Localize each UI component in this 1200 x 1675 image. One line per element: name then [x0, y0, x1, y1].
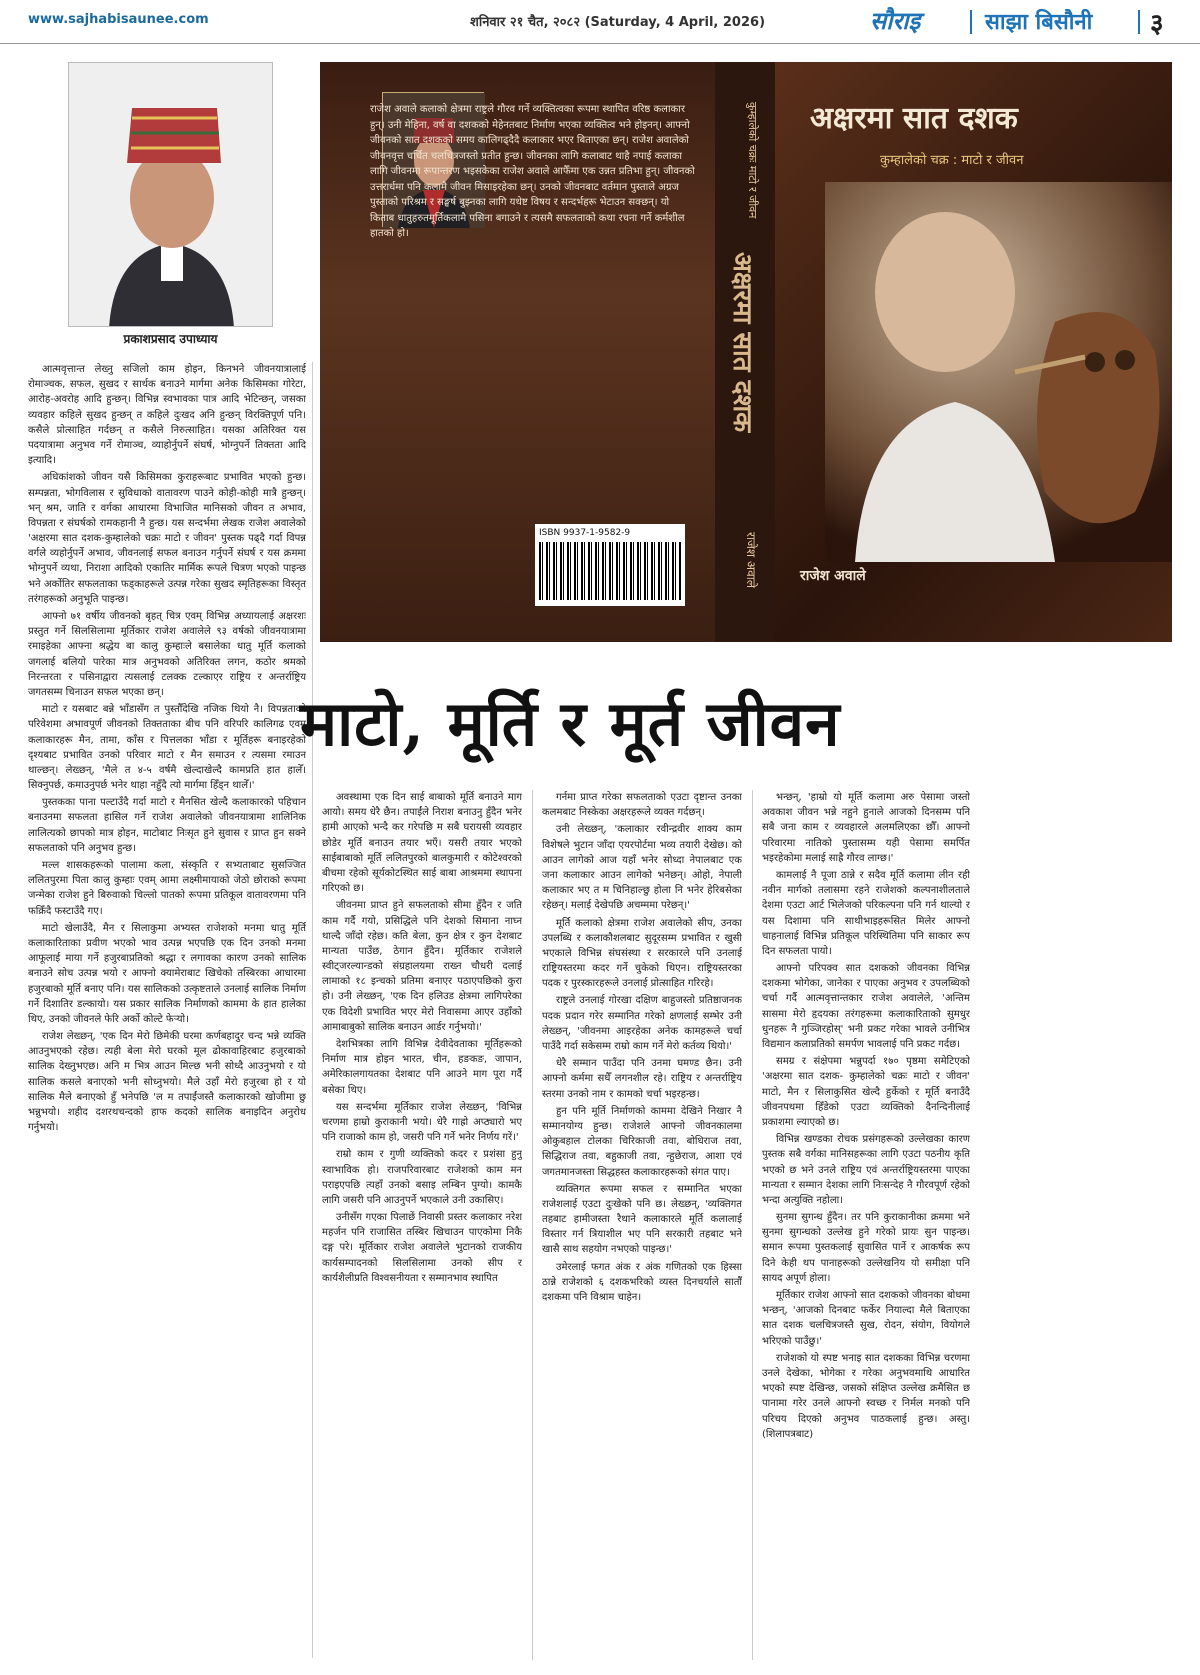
- article-column-2: [542, 790, 742, 1660]
- paragraph: मल्ल शासकहरूको पालामा कला, संस्कृति र सभ्यताबाट सुसज्जित ललितपुरमा पिता कालु कुम्हाः एवम् आमा लक्ष्मीमायाको जेठो छोराको रूपमा जन्मेका राजेश हुने बिरुवाको चिल्लो पातको रूपमा प्रतिकूल वातावरणमा पनि फक्रिँदै फस्टाउँदै गए।: [28, 860, 306, 917]
- paragraph: आत्मवृत्तान्त लेख्नु सजिलो काम होइन, किनभने जीवनयात्रालाई रोमाञ्चक, सफल, सुखद र सार्थक बनाउने मार्गमा अनेक किसिमका गोरेटा, आरोह-अवरोह आदि हुन्छन्। विभिन्न स्वभावका पात्र आदि भेटिन्छन्, जसका व्यवहार कहिले सुखद हुन्छन् त कहिले दुःखद अनि हुन्छन् विरक्तिपूर्ण पनि। कसैले प्रोत्साहित गर्दछन् त कसैले निरुत्साहित। यसका अतिरिक्त यस पदयात्रामा अनुभव गर्ने रोमाञ्च, व्याहोर्नुपर्ने संघर्ष, भोग्नुपर्ने तिक्तता आदि इत्यादि।: [28, 364, 306, 467]
- book-cover-image: [320, 62, 1172, 642]
- front-cover-author: राजेश अवाले: [800, 568, 866, 584]
- isbn-number: ISBN 9937-1-9582-9: [539, 528, 631, 538]
- paragraph: उनीसँग गएका पिलाछें निवासी प्रस्तर कलाकार नरेश महर्जन पनि राजासित तस्बिर खिचाउन पाएकोमा निकै दङ्ग परे। मूर्तिकार राजेश अवालेले भुटानको राजकीय कार्यसम्पादनको सिलसिलामा उनको सीप र कार्यशैलीप्रति विश्वसनीयता र सम्मानभाव स्थापित: [322, 1212, 522, 1284]
- paragraph: समग्र र संक्षेपमा भन्नुपर्दा १७० पृष्ठमा समेटिएको 'अक्षरमा सात दशक- कुम्हालेको चक्रः माटो र जीवन' माटो, मैन र सिलाकुसित खेल्दै हुर्केको र मूर्ति बनाउँदै जीवनपथमा हिँडेको एउटा व्यक्तिको दैनन्दिनीलाई प्रकाशमा ल्याएको छ।: [762, 1056, 970, 1128]
- paragraph: राजेशको यो स्पष्ट भनाइ सात दशकका विभिन्न चरणमा उनले देखेका, भोगेका र गरेका अनुभवमाथि आधारित भएको स्पष्ट देखिन्छ, जसको संक्षिप्त उल्लेख क्रमैसित छ पानामा गरेर उनले आफ्नो स्वच्छ र निर्मल मनको पनि परिचय दिएको अनुभव पाठकलाई हुन्छ। अस्तु। (शिलापत्रबाट): [762, 1352, 970, 1440]
- paragraph: भन्छन्, 'हाम्रो यो मूर्ति कलामा अरु पेसामा जस्तो अवकाश जीवन भन्ने नहुने हुनाले आजको दिनसम्म पनि सबै जना काम र व्यवहारले अलमलिएका छौँ। आफ्नो परिवारमा नातिको पुस्तासम्म यही पेसामा समर्पित भइरहेकोमा मलाई साह्रै गौरव लाग्छ।': [762, 792, 970, 864]
- paragraph: माटो खेलाउँदै, मैन र सिलाकुमा अभ्यस्त राजेशको मनमा धातु मूर्ति कलाकारिताका प्रवीण भएको भाव उत्पन्न भएपछि एक दिन उनको मनमा आफूलाई माया गर्ने हजुरबाप्रतिको श्रद्धा र लगावका कारण उनको सालिक बनाउने सोच उत्पन्न भयो र आफ्नो क्यामेराबाट खिचेको तस्बिरका आधारमा हजुरबाको मूर्ति बनाए पनि। यस सालिकको उत्कृष्टताले उनलाई सालिक निर्माण गर्ने दिशातिर डल्कायो। यस प्रकार सालिक निर्माणको काममा के हात हालेका थिए, उनको जीवनले फेरि अर्को कोल्टे फेर्‍यो।: [28, 922, 306, 1025]
- spine-subtitle: कुम्हालेको चक्रः माटो र जीवन: [746, 102, 759, 219]
- spine-author: राजेश अवाले: [744, 532, 758, 588]
- front-cover-subtitle: कुम्हालेको चक्र : माटो र जीवन: [880, 153, 1024, 168]
- paragraph: हुन पनि मूर्ति निर्माणको काममा देखिने निखार नै सम्मानयोग्य हुन्छ। राजेशले आफ्नो जीवनकालमा ओकुबहाल टोलका चिरिकाजी तवा, बोधिराज तवा, सिद्धिराज तवा, बहुकाजी तवा, न्हुछेराज, आशा एवं जगतमानजस्ता सिद्धहस्त कलाकारहरूको संगत पाए।: [542, 1105, 742, 1178]
- article-headline: माटो, मूर्ति र मूर्त जीवन: [300, 687, 841, 760]
- isbn-barcode: [535, 524, 685, 606]
- paragraph: आफ्नो ७१ वर्षीय जीवनको बृहत् चित्र एवम् विभिन्न अध्यायलाई अक्षरशः प्रस्तुत गर्ने सिलसिलामा मूर्तिकार राजेश अवालेले ९३ वर्षको जीवनयात्रामा रमाइहेका आफ्ना श्रद्धेय बा कालु कुम्हाःले बसालेका धातु मूर्ति कलाको जगलाई बलियो पारेका मात्र अनुभवको अतिरिक्त लगन, कठोर श्रमको निरन्तरता र पसिनाद्वारा त्यसलाई टलक्क टल्काएर राष्ट्रिय र अन्तर्राष्ट्रिय जगतसम्म चिनाउन सफल भएका छन्।: [28, 611, 306, 698]
- column-rule: [312, 362, 313, 1658]
- paragraph: अधिकांशको जीवन यसै किसिमका कुराहरूबाट प्रभावित भएको हुन्छ। सम्पन्नता, भोगविलास र सुविधाको वातावरण पाउने कोही-कोही मात्रै हुन्छन्। भन् श्रम, जाति र वर्गका आधारमा विभाजित मानिसको जीवन त अभाव, विपन्नता र संघर्षको रामकहानी नै हुन्छ। यस सन्दर्भमा लेखक राजेश अवालेको 'अक्षरमा सात दशक-कुम्हालेको चक्रः माटो र जीवन' पुस्तक पढ्दै गर्दा विपन्न वर्गले व्यहोर्नुपर्ने अभाव, जीवनलाई सफल बनाउन गर्नुपर्ने संघर्ष र यस क्रममा भोग्नुपर्ने व्यथा, निराशा आदिको एकातिर मार्मिक रूपले चित्रण भएको पाइन्छ भने अर्कोतिर सफलताका फड्काहरूले उत्पन्न गरेका सुखद स्मृतिहरूका विस्तृत तरंगहरूको अनुभूति पाइन्छ।: [28, 472, 306, 605]
- paragraph: देशभित्रका लागि विभिन्न देवीदेवताका मूर्तिहरूको निर्माण मात्र होइन भारत, चीन, हङकङ, जापान, अमेरिकालगायतका देशबाट पनि आउने माग पूरा गर्दै बसेका थिए।: [322, 1039, 522, 1096]
- section-title: साझा बिसौनी: [985, 10, 1093, 35]
- brand-logo: सौराइ: [870, 7, 921, 35]
- paragraph: सुनमा सुगन्ध हुँदैन। तर पनि कुराकानीका क्रममा भने सुनमा सुगन्धको उल्लेख हुने गरेको प्रायः सुन पाइन्छ। समान रूपमा पुस्तकलाई सुवासित पार्ने र आकर्षक रूप दिने केही थप पानाहरूको उल्लेखनिय यो समीक्षा पनि सायद अपूर्ण होला।: [762, 1212, 970, 1284]
- page-header: [0, 0, 1200, 44]
- column-rule: [532, 790, 533, 1660]
- barcode-icon: [539, 542, 681, 600]
- column-rule: [752, 790, 753, 1660]
- paragraph: माटो र यसबाट बन्ने भाँडासँग त पुस्तौँदेखि नजिक थियो नै। विपन्नताको परिवेशमा अभावपूर्ण जीवनको तिक्तताका बीच पनि वरिपरि कालिगढ एवम् कलाकारहरू मैन, तामा, काँस र पित्तलका भाँडा र मूर्तिहरू बनाइरहेको दृश्यबाट प्रभावित उनको परिवार माटो र मैन समाउन र त्यसमा रमाउन थाल्छन्। लेख्छन्, 'मैले त ४-५ वर्षमै खेल्दाखेल्दै कामप्रति हात हालेँ। सिक्नुपर्छ, कमाउनुपर्छ भनेर थाहा नहुँदै त्यो मार्गमा हिँड्न थालेँ।': [28, 704, 306, 792]
- photo-caption: प्रकाशप्रसाद उपाध्याय: [123, 332, 218, 346]
- paragraph: उमेरलाई फगत अंक र अंक गणितको एक हिस्सा ठान्ने राजेशको ६ दशकभरिको व्यस्त दिनचर्याले सातौँ दशकमा पनि विश्राम चाहेन।: [542, 1261, 742, 1303]
- site-url[interactable]: www.sajhabisaunee.com: [28, 12, 209, 27]
- paragraph: मूर्ति कलाको क्षेत्रमा राजेश अवालेको सीप, उनका उपलब्धि र कलाकौशलबाट सुदूरसम्म प्रभावित र खुसी भएकाले विभिन्न संघसंस्था र सरकारले पनि उनलाई राष्ट्रियस्तरमा कदर गर्ने चुकेको थिएन। राष्ट्रियस्तरका पदक र पुरस्कारहरूले उनलाई प्रोत्साहित गरिरहे।: [542, 917, 742, 990]
- paragraph: राम्रो काम र गुणी व्यक्तिको कदर र प्रशंसा हुनु स्वाभाविक हो। राजपरिवारबाट राजेशको काम मन पराइएपछि त्यहाँ उनको बसाइ लम्बिन पुग्यो। कामकै लागि जसरी पनि आउनुपर्ने भएकाले उनी उकासिए।: [322, 1149, 522, 1206]
- paragraph: जीवनमा प्राप्त हुने सफलताको सीमा हुँदैन र जति काम गर्दै गयो, प्रसिद्धिले पनि देशको सिमाना नाघ्न थाल्दै जाँदो रहेछ। कति बेला, कुन क्षेत्र र कुन देशबाट मान्यता पाउँछ, ठेगान हुँदैन। मूर्तिकार राजेशले स्वीट्जरल्यान्डको संग्रहालयमा राख्न चौधरी दलाई लामाको १८ इन्चको प्रतिमा बनाएर पठाएपछिको कुरा हो। उनी लेख्छन्, 'एक दिन हलिउड क्षेत्रमा लागिपरेका एक विदेशी प्रभावित भएर मेरो निवासमा आएर उहाँको आमाबाबुको सालिक बनाउन आर्डर गर्नुभयो।': [322, 900, 522, 1033]
- paragraph: मूर्तिकार राजेश आफ्नो सात दशकको जीवनका बोधमा भन्छन्, 'आजको दिनबाट फर्केर नियाल्दा मैले बिताएका सात दशक चलचित्रजस्तै सुख, रोदन, संयोग, वियोगले भरिएको पाउँछु।': [762, 1290, 970, 1347]
- page-number: ३: [1150, 9, 1164, 39]
- paragraph: कामलाई नै पूजा ठान्ने र सदैव मूर्ति कलामा लीन रही नवीन मार्गको तलासमा रहने राजेशको कल्पनाशीलताले देशमा एउटा आर्ट भिलेजको परिकल्पना पनि गर्न थाल्यो र यस दिशामा पनि साथीभाइहरूसित मिलेर आफ्नो चाहनालाई विभिन्न प्रतिकूल परिस्थितिमा पनि साकार रूप दिन सफलता पायो।: [762, 869, 970, 957]
- paragraph: धेरै सम्मान पाउँदा पनि उनमा घमण्ड छैन। उनी आफ्नो कर्ममा सधैँ लगनशील रहे। राष्ट्रिय र अन्तर्राष्ट्रिय स्तरमा उनको नाम र कामको चर्चा भइरहन्छ।: [542, 1058, 742, 1100]
- paragraph: उनी लेख्छन्, 'कलाकार रवीन्द्रवीर शाक्य काम विशेषले भुटान जाँदा एयरपोर्टमा भव्य तयारी देखेछ। को आउन लागेको आज यहाँ भनेर सोध्दा नेपालबाट एक जना कलाकार आउन लागेको भनेछन्। ओहो, नेपाली कलाकार भए त म चिनिहाल्छु होला नि भनेर हेरिबसेका रहेछन्। मलाई देखेपछि अचम्ममा परेछन्।': [542, 824, 742, 912]
- paragraph: विभिन्न खण्डका रोचक प्रसंगहरूको उल्लेखका कारण पुस्तक सबै वर्गका मानिसहरूका लागि एउटा पठनीय कृति भएको छ भने उनले राष्ट्रिय एवं अन्तर्राष्ट्रियस्तरमा पाएका मान्यता र सम्मान देशका लागि निःसन्देह नै गौरवपूर्ण रहेको भन्दा अत्युक्ति नहोला।: [762, 1134, 970, 1206]
- article-column-1: [322, 790, 522, 1660]
- left-article-column: [28, 362, 306, 1658]
- header-divider: [970, 10, 972, 34]
- paragraph: आफ्नो परिपक्व सात दशकको जीवनका विभिन्न दशकमा भोगेका, जानेका र पाएका अनुभव र उपलब्धिको चर्चा गर्दै आत्मवृत्तान्तकार राजेश अवालेले, 'अन्तिम सासमा मेरो हृदयका तरंगहरूमा कलाकारिताको सुमधुर धुनहरू नै गुञ्जिरहोस्' भनी प्रकट गरेका भावले उनीभित्र विद्यमान कलाप्रतिको समर्पण भावलाई पनि प्रकट गर्दछ।: [762, 963, 970, 1050]
- header-divider: [1138, 10, 1140, 34]
- paragraph: व्यक्तिगत रूपमा सफल र सम्मानित भएका राजेशलाई एउटा दुःखेको पनि छ। लेख्छन्, 'व्यक्तिगत तहबाट हामीजस्ता रैथाने कलाकारले मूर्ति कलालाई विस्तार गर्न त्रियाशील भए पनि सरकारी तहबाट भने खासै साथ सहयोग नभएको पाइन्छ।': [542, 1183, 742, 1256]
- paragraph: यस सन्दर्भमा मूर्तिकार राजेश लेख्छन्, 'विभिन्न चरणमा हाम्रो कुराकानी भयो। धेरै गाह्रो अप्ठ्यारो भए पनि राजाको काम हो, जसरी पनि गर्ने भनेर निर्णय गरें।': [322, 1101, 522, 1144]
- spine-title: अक्षरमा सात दशक: [727, 252, 757, 433]
- paragraph: राजेश लेख्छन्, 'एक दिन मेरो छिमेकी घरमा कर्णबहादुर चन्द भन्ने व्यक्ति आउनुभएको रहेछ। त्यही बेला मेरो घरको मूल ढोकावाहिरबाट हजुरबाको सालिक देख्नुभएछ। अनि म भित्र आउन मिल्छ भनी सोध्दै आउनुभयो र यो सालिक कसले बनाएको भनी सोध्नुभयो। मैले उहाँ मेरो हजुरबा हो र यो सालिक मैले बनाएको हुँ भनेपछि 'ल म तपाईंजस्तै कलाकारको खोजीमा छु भन्नुभयो। शहीद दशरथचन्दको हाफ कदको सालिक बनाइदिन अनुरोध गर्नुभयो।: [28, 1031, 306, 1134]
- back-cover-blurb: राजेश अवाले कलाको क्षेत्रमा राष्ट्रले गौरव गर्ने व्यक्तित्वका रूपमा स्थापित वरिष्ठ कलाकार हुन्। उनी मेहिना, वर्ष वा दशकको मेहेनतबाट निर्माण भएका व्यक्तित्व भने होइनन्। आफ्नो जीवनको सात दशकको समय कालिगढ्दैदै कलाकार भएर बिताएका छन्। राजेश अवालेको जीवनवृत्त चर्चित चलचित्रजस्तो प्रतीत हुन्छ। जीवनका लागि कलाबाट थाहै नपाई कलाका लागि जीवनमा रूपान्तरण भइसकेका राजेश अवाले आफैँमा एक उन्नत प्रतिभा हुन्। जीवनको उत्तरार्धमा पनि कलामै जीवन मिसाइरहेका छन्। उनको जीवनबाट वर्तमान पुस्ताले अग्रज पुस्ताको परिश्रम र सङ्घर्ष बुझ्नका लागि यथेष्ट विषय र सन्दर्भहरू भेटाउन सक्छन्। यो किताब धातुहरुतमूर्तिकलामै पसिना बगाउने र त्यसमै सफलताको कथा रचना गर्ने कर्मशील हातको हो।: [370, 104, 695, 239]
- paragraph: राष्ट्रले उनलाई गोरखा दक्षिण बाहुजस्तो प्रतिष्ठाजनक पदक प्रदान गरेर सम्मानित गरेको क्षणलाई सम्भेर उनी लेख्छन्, 'जीवनमा आइरहेका अनेक कामहरूले चर्चा पाउँदै गर्दा सकेसम्म राम्रो काम गर्ने मेरो कर्तव्य थियो।': [542, 995, 742, 1052]
- front-cover-title: अक्षरमा सात दशक: [810, 101, 1018, 136]
- paragraph: अवस्थामा एक दिन साई बाबाको मूर्ति बनाउने माग आयो। समय धेरै छैन। तपाईंले निराश बनाउनु हुँदैन भनेर हामी आएको भन्दै कर गरेपछि म सबै घरायसी व्यवहार छोडेर मूर्ति बनाउन तयार भएँ। यसरी तयार भएको साईबाबाको मूर्ति ललितपुरको बालकुमारी र कोटेश्वरको बीचमा रहेको सूर्यकोटस्थित साई बाबा आश्रममा स्थापना गरिएको छ।: [322, 792, 522, 895]
- article-column-3: [762, 790, 970, 1660]
- paragraph: पुस्तकका पाना पल्टाउँदै गर्दा माटो र मैनसित खेल्दै कलाकारको पहिचान बनाउनमा सफलता हासिल गर्ने राजेश अवालेको जीवनयात्रामा शालिनिक लालित्यको छापको मात्र होइन, माटोबाट निःसृत हुने सुवास र प्राप्त हुन सक्ने सफलताको पनि अनुभव हुन्छ।: [28, 797, 306, 854]
- sculptor-photo: [825, 182, 1172, 562]
- paragraph: गर्नमा प्राप्त गरेका सफलताको एउटा दृष्टान्त उनका कलमबाट निस्केका अक्षरहरूले व्यक्त गर्दछन्।: [542, 792, 742, 819]
- author-photo: [68, 62, 273, 327]
- issue-date: शनिवार २१ चैत, २०८२ (Saturday, 4 April, 2026): [470, 15, 766, 30]
